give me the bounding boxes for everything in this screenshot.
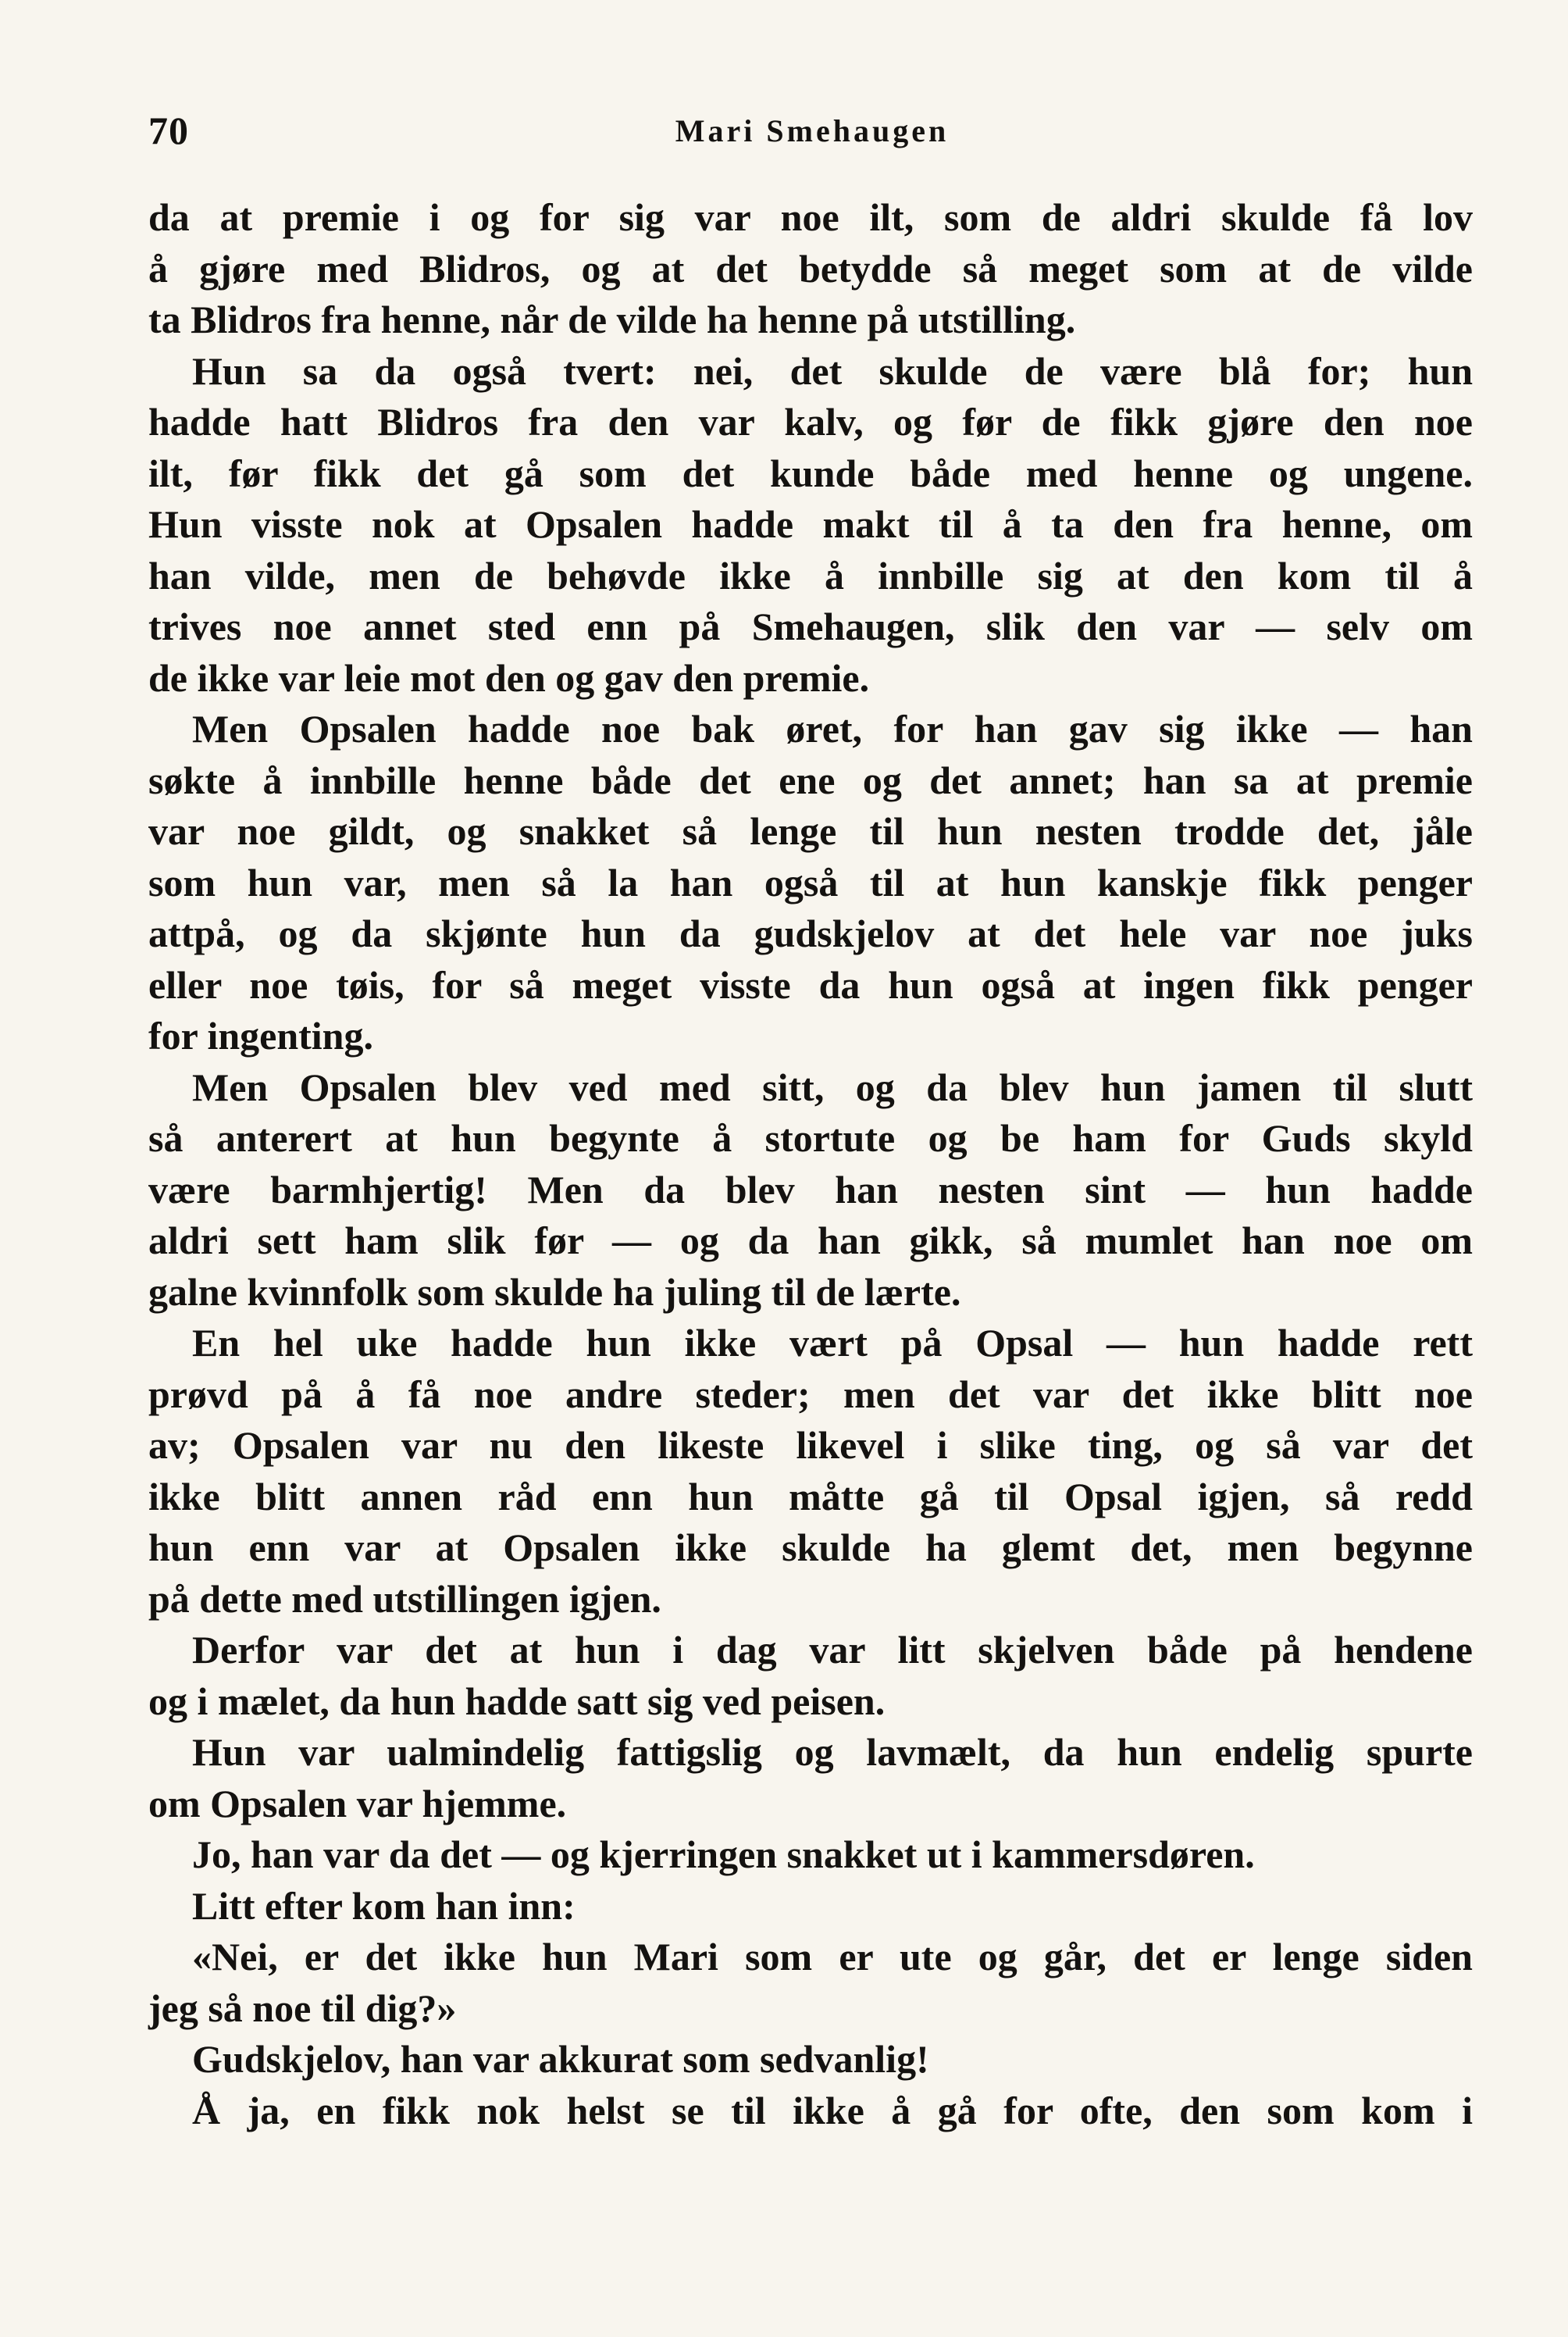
text-line: ikke blitt annen råd enn hun måtte gå til Opsal igjen, så redd xyxy=(148,1474,1473,1518)
text-line: Hun var ualmindelig fattigslig og lavmælt, da hun endelig spurte xyxy=(192,1730,1473,1774)
text-line: En hel uke hadde hun ikke vært på Opsal — hun hadde rett xyxy=(192,1321,1473,1365)
text-line: prøvd på å få noe andre steder; men det var det ikke blitt noe xyxy=(148,1372,1473,1416)
paragraph xyxy=(148,1727,1473,1829)
text-line: om Opsalen var hjemme. xyxy=(148,1781,567,1825)
paragraph xyxy=(148,1829,1473,1881)
text-line: være barmhjertig! Men da blev han nesten sint — hun hadde xyxy=(148,1167,1473,1211)
text-line: for ingenting. xyxy=(148,1014,373,1058)
text-line: trives noe annet sted enn på Smehaugen, slik den var — selv om xyxy=(148,605,1473,648)
paragraph xyxy=(148,1932,1473,2034)
text-line: hun enn var at Opsalen ikke skulde ha glemt det, men begynne xyxy=(148,1525,1473,1569)
text-line: og i mælet, da hun hadde satt sig ved peisen. xyxy=(148,1679,886,1723)
paragraph xyxy=(148,2034,1473,2085)
text-line: så anterert at hun begynte å stortute og be ham for Guds skyld xyxy=(148,1116,1473,1160)
page-header xyxy=(148,108,1476,162)
text-line: var noe gildt, og snakket så lenge til hun nesten trodde det, jåle xyxy=(148,809,1473,853)
text-line: av; Opsalen var nu den likeste likevel i slike ting, og så var det xyxy=(148,1423,1473,1467)
text-line: Derfor var det at hun i dag var litt skjelven både på hendene xyxy=(192,1628,1473,1672)
text-line: Men Opsalen hadde noe bak øret, for han gav sig ikke — han xyxy=(192,707,1473,751)
paragraph xyxy=(148,1318,1473,1625)
text-line: som hun var, men så la han også til at hun kanskje fikk penger xyxy=(148,860,1473,904)
text-line: Hun visste nok at Opsalen hadde makt til å ta den fra henne, om xyxy=(148,502,1473,546)
text-line: hadde hatt Blidros fra den var kalv, og før de fikk gjøre den noe xyxy=(148,400,1473,444)
text-line: Men Opsalen blev ved med sitt, og da blev hun jamen til slutt xyxy=(192,1065,1473,1109)
text-line: søkte å innbille henne både det ene og det annet; han sa at premie xyxy=(148,758,1473,802)
paragraph xyxy=(148,1062,1473,1318)
body-text xyxy=(148,192,1473,2136)
text-line: å gjøre med Blidros, og at det betydde så meget som at de vilde xyxy=(148,246,1473,291)
paragraph xyxy=(148,1625,1473,1727)
text-line: Litt efter kom han inn: xyxy=(192,1883,576,1928)
text-line: ta Blidros fra henne, når de vilde ha henne på utstilling. xyxy=(148,298,1076,341)
text-line: «Nei, er det ikke hun Mari som er ute og går, det er lenge siden xyxy=(192,1935,1473,1978)
text-line: jeg så noe til dig?» xyxy=(148,1986,457,2030)
paragraph xyxy=(148,2085,1473,2137)
paragraph xyxy=(148,1881,1473,1932)
text-line: attpå, og da skjønte hun da gudskjelov at det hele var noe juks xyxy=(148,912,1473,955)
text-line: Jo, han var da det — og kjerringen snakket ut i kammersdøren. xyxy=(192,1832,1255,1876)
text-line: da at premie i og for sig var noe ilt, som de aldri skulde få lov xyxy=(148,195,1473,239)
text-line: galne kvinnfolk som skulde ha juling til de lærte. xyxy=(148,1269,961,1314)
text-line: han vilde, men de behøvde ikke å innbille sig at den kom til å xyxy=(148,553,1473,598)
paragraph xyxy=(148,346,1473,705)
text-line: Hun sa da også tvert: nei, det skulde de være blå for; hun xyxy=(192,348,1473,393)
running-title: Mari Smehaugen xyxy=(675,113,950,148)
text-line: de ikke var leie mot den og gav den premie. xyxy=(148,655,870,700)
text-line: ilt, før fikk det gå som det kunde både med henne og ungene. xyxy=(148,451,1473,495)
text-line: Å ja, en fikk nok helst se til ikke å gå for ofte, den som kom i xyxy=(192,2088,1473,2132)
paragraph xyxy=(148,192,1473,346)
paragraph xyxy=(148,704,1473,1062)
text-line: på dette med utstillingen igjen. xyxy=(148,1576,661,1621)
text-line: Gudskjelov, han var akkurat som sedvanlig! xyxy=(192,2037,929,2081)
page-number: 70 xyxy=(148,109,189,152)
text-line: eller noe tøis, for så meget visste da hun også at ingen fikk penger xyxy=(148,962,1473,1007)
text-line: aldri sett ham slik før — og da han gikk, så mumlet han noe om xyxy=(148,1218,1473,1262)
